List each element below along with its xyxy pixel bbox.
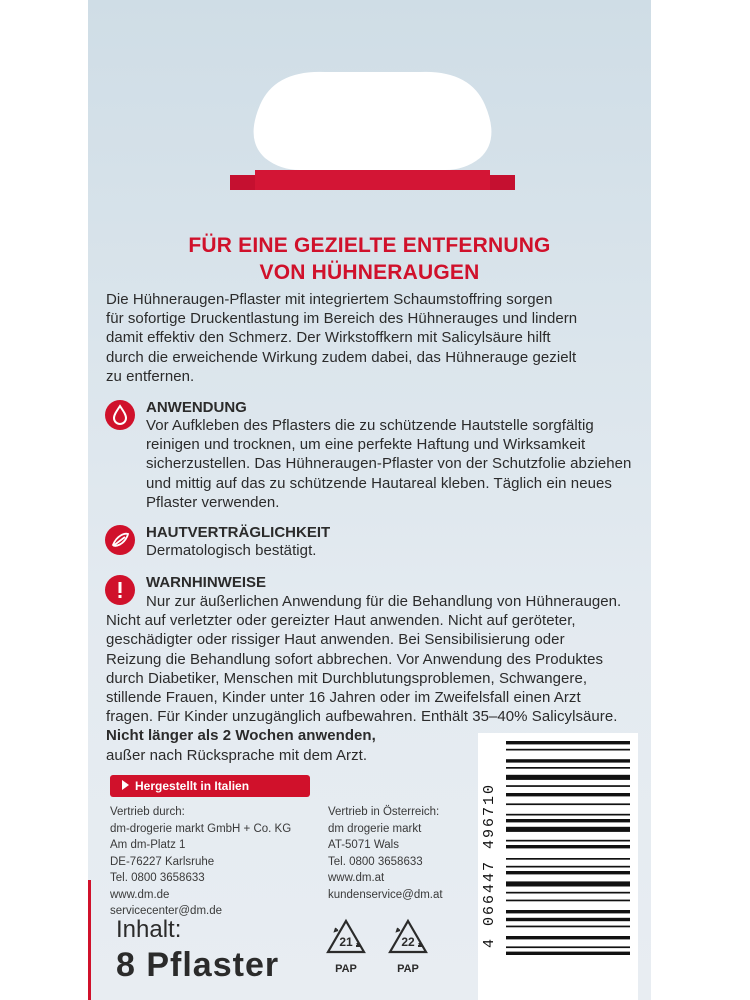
recycling-label: PAP: [335, 963, 357, 975]
barcode-bar: [506, 819, 630, 822]
package-edge: [88, 880, 91, 1000]
svg-text:22: 22: [401, 935, 415, 949]
hanger-hole: [230, 70, 515, 190]
anwendung-line: Pflaster verwenden.: [146, 493, 280, 511]
barcode-bars: [478, 733, 638, 1000]
barcode-bar: [506, 827, 630, 832]
anwendung-line: und mittig auf das zu schützende Hautareal kleben. Täglich ein neues: [146, 474, 612, 492]
play-arrow-icon: [122, 780, 129, 790]
anwendung-line: reinigen und trocknen, um eine perfekte Haftung und Wirksamkeit: [146, 436, 586, 454]
distributor-at: Vertrieb in Österreich: dm drogerie markt AT-5071 Wals Tel. 0800 3658633 www.dm.at kundenservice@dm.at: [328, 806, 443, 901]
recycling-icon: [324, 918, 368, 958]
content-label: Inhalt:: [116, 916, 182, 943]
intro-line: Die Hühneraugen-Pflaster mit integriertem Schaumstoffring sorgen: [106, 291, 553, 308]
barcode-bar: [506, 840, 630, 842]
recycling-symbol-22: [384, 918, 432, 975]
anwendung-text: [146, 416, 631, 512]
haut-text: Dermatologisch bestätigt.: [146, 542, 317, 559]
barcode-bar: [506, 952, 630, 955]
warn-line: durch Diabetiker, Menschen mit Durchblutungsproblemen, Schwangere,: [106, 669, 588, 687]
barcode-bar: [506, 767, 630, 769]
warn-heading: WARNHINWEISE: [146, 574, 266, 591]
barcode-bar: [506, 858, 630, 860]
barcode-bar: [506, 936, 630, 939]
warn-line: geschädigter oder rissiger Haut anwenden. Bei Sensibilisierung oder: [106, 631, 565, 649]
barcode: [478, 733, 638, 1000]
barcode-bar: [506, 803, 630, 805]
warn-line: Nur zur äußerlichen Anwendung für die Behandlung von Hühneraugen.: [146, 593, 622, 610]
warn-bold-line: Nicht länger als 2 Wochen anwenden,: [106, 727, 376, 745]
recycling-label: PAP: [397, 963, 419, 975]
skin-feather-icon: [105, 525, 135, 555]
barcode-bar: [506, 900, 630, 902]
barcode-bar: [506, 741, 630, 744]
intro-text: [106, 290, 577, 386]
intro-line: damit effektiv den Schmerz. Der Wirkstoffkern mit Salicylsäure hilft: [106, 329, 551, 347]
warn-line: Reizung die Behandlung sofort abbrechen. Vor Anwendung des Produktes: [106, 650, 604, 668]
warn-line: Nicht auf verletzter oder gereizter Haut anwenden. Nicht auf geröteter,: [106, 612, 576, 630]
droplet-icon: [105, 400, 135, 430]
anwendung-line: sicherzustellen. Das Hühneraugen-Pflaster von der Schutzfolie abziehen: [146, 455, 632, 473]
intro-line: zu entfernen.: [106, 367, 195, 385]
warn-line: außer nach Rücksprache mit dem Arzt.: [106, 746, 368, 764]
barcode-bar: [506, 759, 630, 762]
barcode-bar: [506, 814, 630, 816]
made-in-label: Hergestellt in Italien: [135, 779, 250, 793]
intro-line: für sofortige Druckentlastung im Bereich des Hühnerauges und lindern: [106, 310, 578, 328]
barcode-bar: [506, 926, 630, 928]
svg-text:21: 21: [339, 935, 353, 949]
package-back: [88, 0, 651, 1000]
barcode-bar: [506, 866, 630, 868]
made-in-badge: [110, 775, 310, 797]
warn-line: stillende Frauen, Kinder unter 16 Jahren oder im Zweifelsfall einen Arzt: [106, 689, 581, 707]
recycling-icon: [386, 918, 430, 958]
barcode-bar: [506, 845, 630, 848]
barcode-bar: [506, 871, 630, 874]
headline-line-2: VON HÜHNERAUGEN: [259, 261, 480, 284]
warn-line: fragen. Für Kinder unzugänglich aufbewahren. Enthält 35–40% Salicylsäure.: [106, 708, 618, 726]
barcode-bar: [506, 910, 630, 913]
anwendung-line: Vor Aufkleben des Pflasters die zu schützende Hautstelle sorgfältig: [146, 417, 594, 434]
barcode-number: 4 066447 496710: [481, 782, 498, 948]
barcode-bar: [506, 946, 630, 948]
distributor-de: Vertrieb durch: dm-drogerie markt GmbH + Co. KG Am dm-Platz 1 DE-76227 Karlsruhe Tel. 0800 3658633 www.dm.de servicecenter@dm.de: [110, 806, 292, 917]
anwendung-heading: ANWENDUNG: [146, 399, 247, 416]
intro-line: durch die erweichende Wirkung zudem dabei, das Hühnerauge gezielt: [106, 348, 577, 366]
content-value: 8 Pflaster: [116, 946, 280, 984]
barcode-bar: [506, 892, 630, 894]
barcode-bar: [506, 785, 630, 787]
headline-line-1: FÜR EINE GEZIELTE ENTFERNUNG: [188, 234, 551, 257]
barcode-bar: [506, 775, 630, 780]
content-amount: [116, 915, 279, 985]
recycling-symbol-21: [322, 918, 370, 975]
barcode-bar: [506, 918, 630, 921]
barcode-bar: [506, 881, 630, 886]
barcode-bar: [506, 793, 630, 796]
haut-heading: HAUTVERTRÄGLICHKEIT: [146, 524, 331, 541]
barcode-bar: [506, 749, 630, 751]
